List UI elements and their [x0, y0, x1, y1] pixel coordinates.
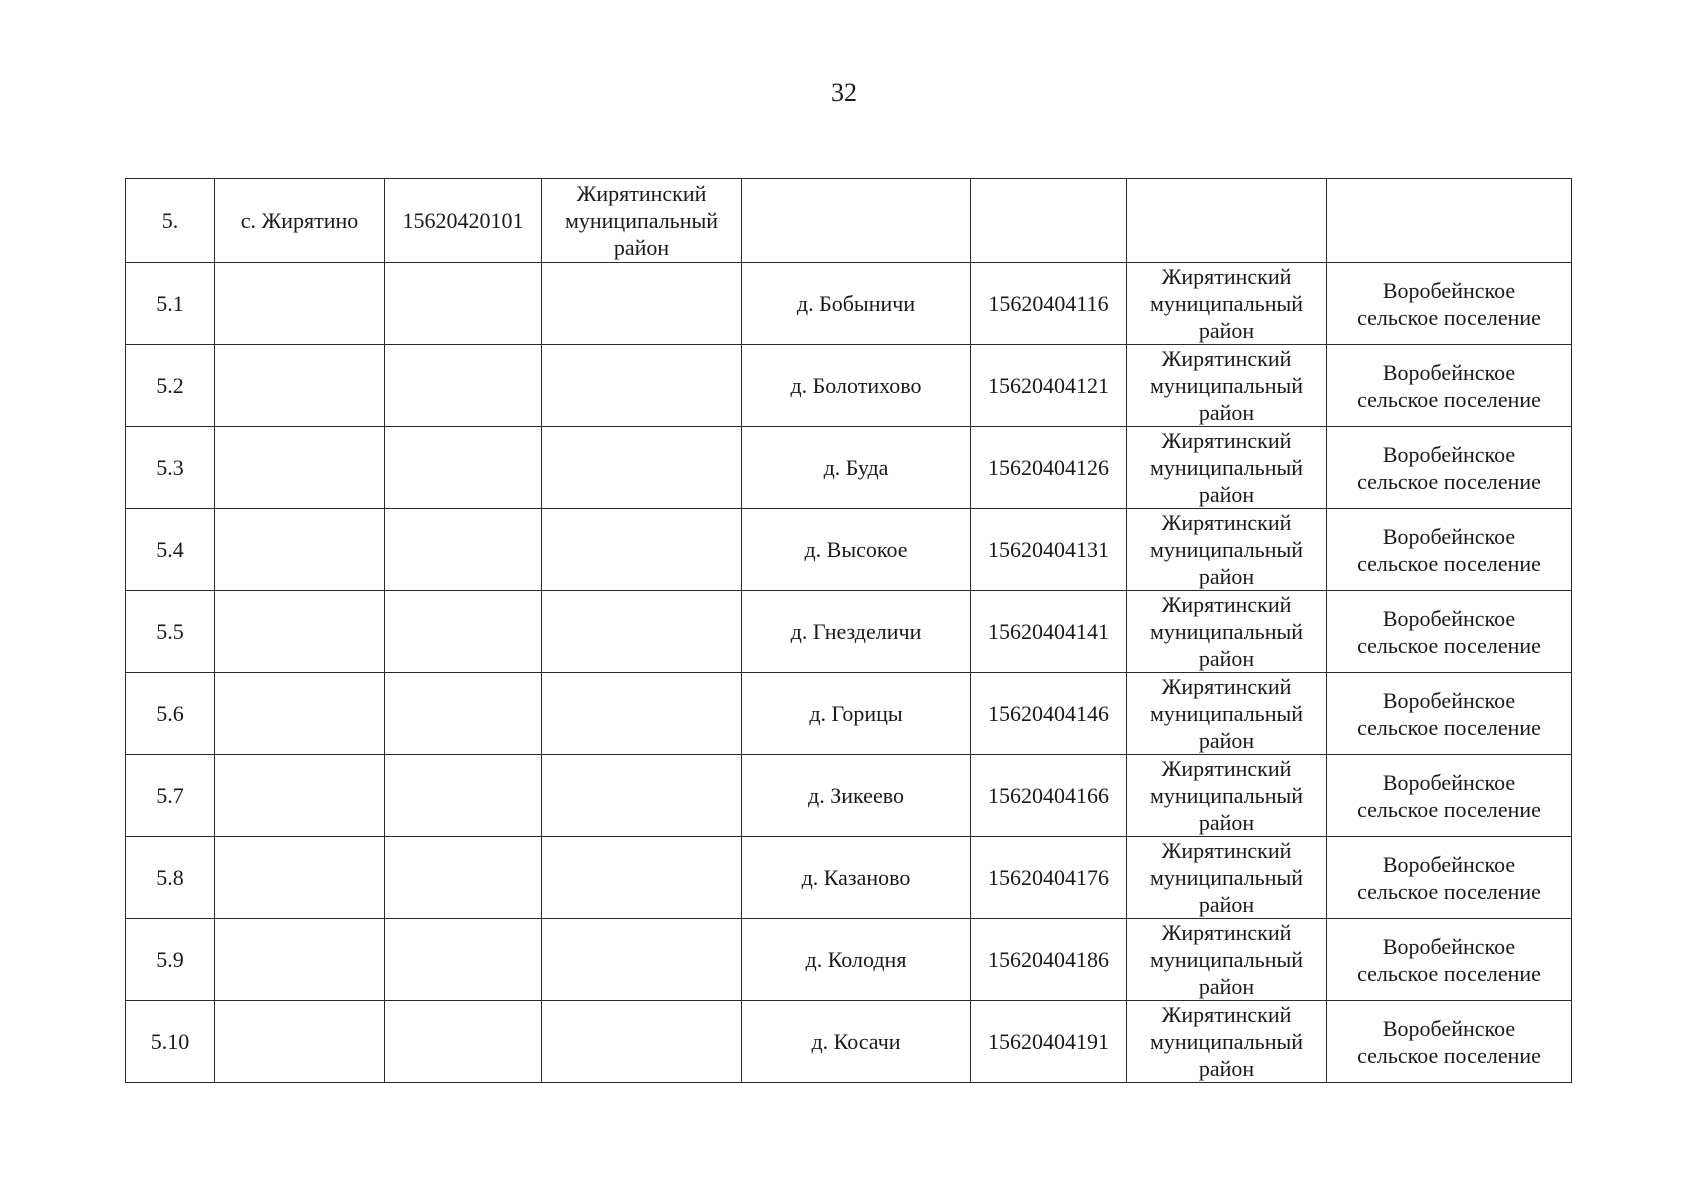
- village-district-cell: Жирятинский муниципальный район: [1127, 591, 1327, 673]
- table-row: [126, 591, 1572, 673]
- village-code-cell: 15620404166: [971, 755, 1127, 837]
- village-code-cell: 15620404191: [971, 1001, 1127, 1083]
- municipality-cell: Воробейнское сельское поселение: [1327, 673, 1572, 755]
- municipality-cell: Воробейнское сельское поселение: [1327, 345, 1572, 427]
- municipality-cell: Воробейнское сельское поселение: [1327, 591, 1572, 673]
- table-row: [126, 919, 1572, 1001]
- municipality-cell: Воробейнское сельское поселение: [1327, 755, 1572, 837]
- settlement-code-cell: [385, 1001, 542, 1083]
- settlement-code-cell: [385, 755, 542, 837]
- district-cell: [542, 263, 742, 345]
- table-row: [126, 427, 1572, 509]
- settlement-code-cell: [385, 509, 542, 591]
- settlement-code-cell: [385, 427, 542, 509]
- district-cell: [542, 427, 742, 509]
- row-number-cell: 5.8: [126, 837, 215, 919]
- table-row: [126, 673, 1572, 755]
- settlement-code-cell: [385, 673, 542, 755]
- row-number-cell: 5.2: [126, 345, 215, 427]
- row-number-cell: 5.1: [126, 263, 215, 345]
- village-code-cell: 15620404186: [971, 919, 1127, 1001]
- table-row-parent: [126, 179, 1572, 263]
- settlement-code-cell: [385, 591, 542, 673]
- village-code-cell: 15620404146: [971, 673, 1127, 755]
- table-row: [126, 837, 1572, 919]
- settlement-code-cell: 15620420101: [385, 179, 542, 263]
- village-cell: д. Зикеево: [742, 755, 971, 837]
- village-district-cell: Жирятинский муниципальный район: [1127, 345, 1327, 427]
- village-cell: д. Бобыничи: [742, 263, 971, 345]
- table-row: [126, 509, 1572, 591]
- municipality-cell: Воробейнское сельское поселение: [1327, 263, 1572, 345]
- village-cell: [742, 179, 971, 263]
- settlement-cell: [215, 919, 385, 1001]
- village-cell: д. Казаново: [742, 837, 971, 919]
- municipality-cell: Воробейнское сельское поселение: [1327, 427, 1572, 509]
- row-number-cell: 5.3: [126, 427, 215, 509]
- table-body: [126, 179, 1572, 1083]
- village-cell: д. Горицы: [742, 673, 971, 755]
- village-district-cell: Жирятинский муниципальный район: [1127, 1001, 1327, 1083]
- row-number-cell: 5.5: [126, 591, 215, 673]
- settlement-code-cell: [385, 919, 542, 1001]
- settlements-table: [125, 178, 1572, 1083]
- table-row: [126, 263, 1572, 345]
- settlement-cell: [215, 263, 385, 345]
- settlement-cell: [215, 591, 385, 673]
- village-district-cell: Жирятинский муниципальный район: [1127, 263, 1327, 345]
- settlement-cell: [215, 837, 385, 919]
- settlement-cell: [215, 673, 385, 755]
- municipality-cell: Воробейнское сельское поселение: [1327, 837, 1572, 919]
- district-cell: [542, 919, 742, 1001]
- village-cell: д. Колодня: [742, 919, 971, 1001]
- village-code-cell: 15620404131: [971, 509, 1127, 591]
- row-number-cell: 5.9: [126, 919, 215, 1001]
- village-code-cell: 15620404126: [971, 427, 1127, 509]
- municipality-cell: [1327, 179, 1572, 263]
- district-cell: [542, 591, 742, 673]
- settlement-cell: с. Жирятино: [215, 179, 385, 263]
- village-cell: д. Высокое: [742, 509, 971, 591]
- village-district-cell: Жирятинский муниципальный район: [1127, 755, 1327, 837]
- settlement-cell: [215, 755, 385, 837]
- settlement-cell: [215, 509, 385, 591]
- village-cell: д. Болотихово: [742, 345, 971, 427]
- village-code-cell: 15620404121: [971, 345, 1127, 427]
- municipality-cell: Воробейнское сельское поселение: [1327, 1001, 1572, 1083]
- district-cell: [542, 345, 742, 427]
- settlement-code-cell: [385, 345, 542, 427]
- settlement-cell: [215, 345, 385, 427]
- settlement-cell: [215, 427, 385, 509]
- table-row: [126, 755, 1572, 837]
- settlement-code-cell: [385, 263, 542, 345]
- village-district-cell: Жирятинский муниципальный район: [1127, 427, 1327, 509]
- district-cell: [542, 755, 742, 837]
- village-district-cell: Жирятинский муниципальный район: [1127, 837, 1327, 919]
- row-number-cell: 5.7: [126, 755, 215, 837]
- settlement-code-cell: [385, 837, 542, 919]
- village-district-cell: Жирятинский муниципальный район: [1127, 673, 1327, 755]
- district-cell: [542, 509, 742, 591]
- district-cell: [542, 837, 742, 919]
- table-row: [126, 345, 1572, 427]
- village-district-cell: Жирятинский муниципальный район: [1127, 919, 1327, 1001]
- row-number-cell: 5.6: [126, 673, 215, 755]
- district-cell: [542, 1001, 742, 1083]
- district-cell: Жирятинский муниципальный район: [542, 179, 742, 263]
- village-code-cell: 15620404141: [971, 591, 1127, 673]
- village-code-cell: [971, 179, 1127, 263]
- table-row: [126, 1001, 1572, 1083]
- settlement-cell: [215, 1001, 385, 1083]
- row-number-cell: 5.10: [126, 1001, 215, 1083]
- village-code-cell: 15620404116: [971, 263, 1127, 345]
- municipality-cell: Воробейнское сельское поселение: [1327, 919, 1572, 1001]
- village-cell: д. Гнезделичи: [742, 591, 971, 673]
- village-cell: д. Буда: [742, 427, 971, 509]
- village-district-cell: Жирятинский муниципальный район: [1127, 509, 1327, 591]
- row-number-cell: 5.4: [126, 509, 215, 591]
- district-cell: [542, 673, 742, 755]
- village-district-cell: [1127, 179, 1327, 263]
- village-code-cell: 15620404176: [971, 837, 1127, 919]
- municipality-cell: Воробейнское сельское поселение: [1327, 509, 1572, 591]
- village-cell: д. Косачи: [742, 1001, 971, 1083]
- page-number: 32: [831, 78, 857, 107]
- row-number-cell: 5.: [126, 179, 215, 263]
